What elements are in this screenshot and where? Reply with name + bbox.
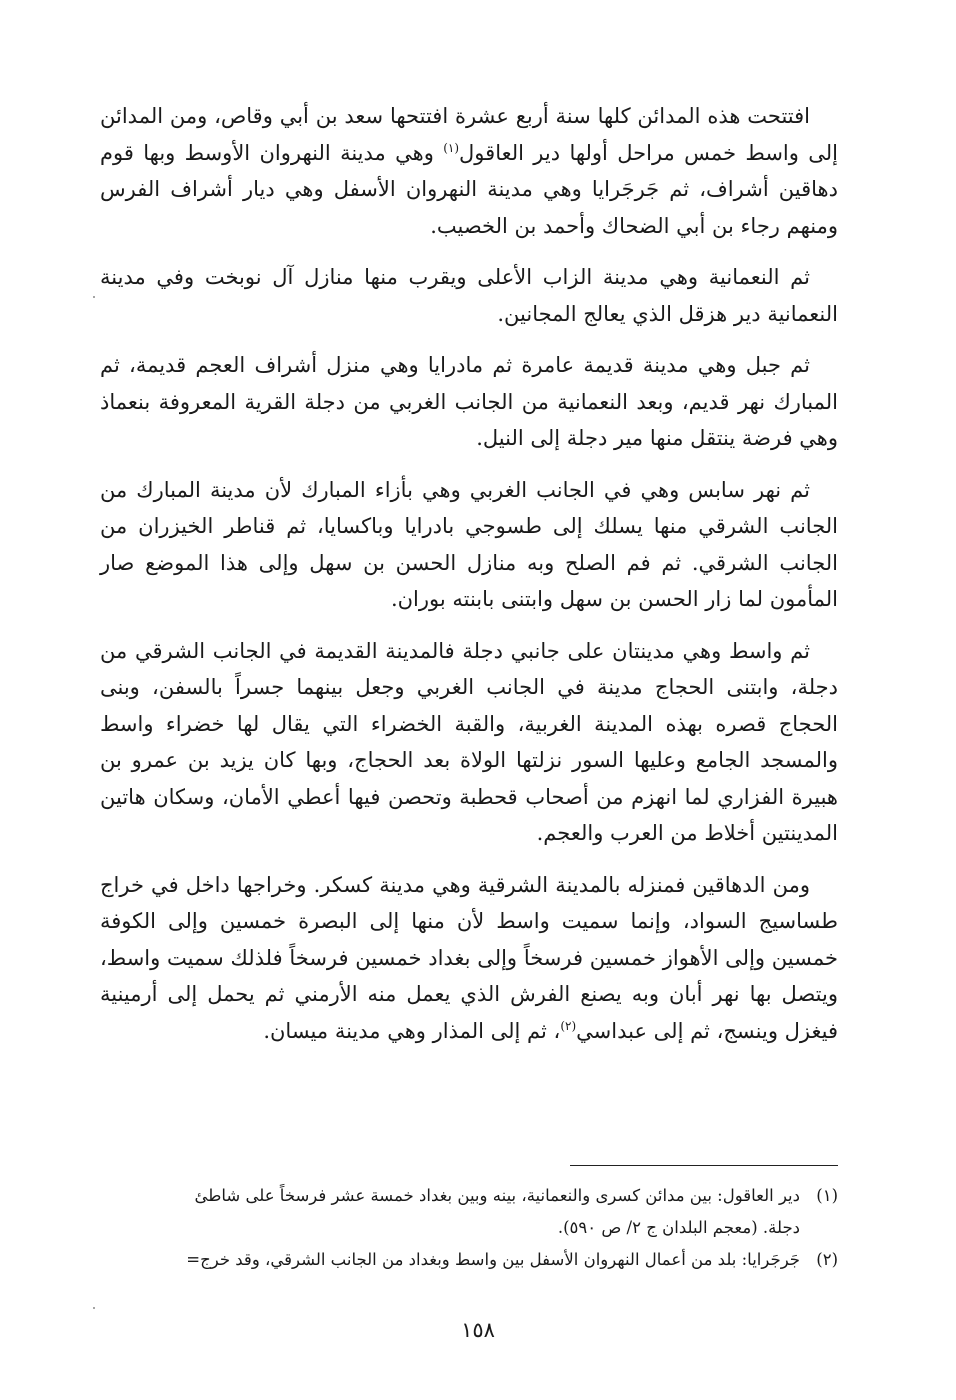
paragraph-1-text-before: افتتحت هذه المدائن كلها سنة أربع عشرة افتتحها سعد بن أبي وقاص، ومن المدائن إلى واسط خمس مراحل أولها دير العاقول [100, 104, 838, 165]
paragraph-1 [100, 98, 838, 244]
footnote-divider [570, 1165, 838, 1166]
scan-speck [93, 296, 95, 298]
footnote-1-number: (١) [816, 1186, 838, 1205]
footnote-1-line-1: دير العاقول: بين مدائن كسرى والنعمانية، بينه وبين بغداد خمسة عشر فرسخاً على شاطئ [194, 1186, 800, 1205]
page-number: ١٥٨ [461, 1318, 495, 1342]
paragraph-5: ثم واسط وهي مدينتان على جانبي دجلة فالمدينة القديمة في الجانب الشرقي من دجلة، وابتنى الحجاج مدينة في الجانب الغربي وجعل بينهما جسراً بالسفن، وبنى الحجاج قصره بهذه المدينة الغربية، والقبة الخضراء التي يقال لها خضراء واسط والمسجد الجامع وعليها السور نزلتها الولاة بعد الحجاج، وبها كان يزيد بن عمرو بن هبيرة الفزاري لما انهزم من أصحاب قحطبة وتحصن فيها أعطي الأمان، وسكان هاتين المدينتين أخلاط من العرب والعجم. [100, 638, 838, 845]
paragraph-6 [100, 867, 838, 1050]
paragraph-3: ثم جبل وهي مدينة قديمة عامرة ثم مادرايا وهي منزل أشراف العجم قديمة، ثم المبارك نهر قديم، وبعد النعمانية من الجانب الغربي من دجلة القرية المعروفة بنعماذ وهي فرضة ينتقل منها مير دجلة إلى النيل. [100, 353, 838, 450]
footnote-2 [100, 1244, 838, 1276]
paragraph-6-text-before: ومن الدهاقين فمنزله بالمدينة الشرقية وهي مدينة كسكر. وخراجها داخل في خراج طساسيج السواد، وإنما سميت واسط لأن منها إلى البصرة خمسين وإلى الكوفة خمسين وإلى الأهواز خمسين فرسخاً وإلى بغداد خمسين فرسخاً فلذلك سميت واسط، ويتصل بها نهر أبان وبه يصنع الفرش الذي يعمل منه الأرمني ثم يحمل إلى أرمينية فيغزل وينسج، ثم إلى عبداسي [100, 872, 838, 1043]
footnote-marker-1: (١) [443, 140, 460, 155]
footnote-marker-2: (٢) [560, 1018, 577, 1033]
footnotes [100, 1180, 838, 1276]
paragraph-2: ثم النعمانية وهي مدينة الزاب الأعلى ويقرب منها منازل آل نوبخت وفي مدينة النعمانية دير هزقل الذي يعالج المجانين. [100, 265, 838, 326]
footnote-1 [100, 1180, 838, 1244]
scan-speck [93, 1307, 95, 1309]
paragraph-4: ثم نهر سابس وهي في الجانب الغربي وهي بأزاء المبارك لأن مدينة المبارك من الجانب الشرقي منها يسلك إلى طسوجي بادرايا وباكسايا، ثم قناطر الخيزران من الجانب الشرقي. ثم فم الصلح وبه منازل الحسن بن سهل وإلى هذا الموضع صار المأمون لما زار الحسن بن سهل وابتنى بابنته بوران. [100, 477, 838, 611]
footnote-2-number: (٢) [816, 1250, 838, 1269]
paragraph-6-text-after: ، ثم إلى المذار وهي مدينة ميسان. [263, 1018, 561, 1043]
footnote-2-line-1: جَرجَرايا: بلد من أعمال النهروان الأسفل بين واسط وبغداد من الجانب الشرقي، وقد خرج= [186, 1250, 800, 1269]
main-text [100, 98, 838, 1064]
paragraph-1-text-after: وهي مدينة النهروان الأوسط وبها قوم دهاقين أشراف، ثم جَرجَرايا وهي مدينة النهروان الأسفل وهي ديار أشراف الفرس ومنهم رجاء بن أبي الضحاك وأحمد بن الخصيب. [100, 140, 838, 238]
footnote-1-line-2: دجلة. (معجم البلدان ج ٢/ ص ٥٩٠). [557, 1218, 800, 1237]
